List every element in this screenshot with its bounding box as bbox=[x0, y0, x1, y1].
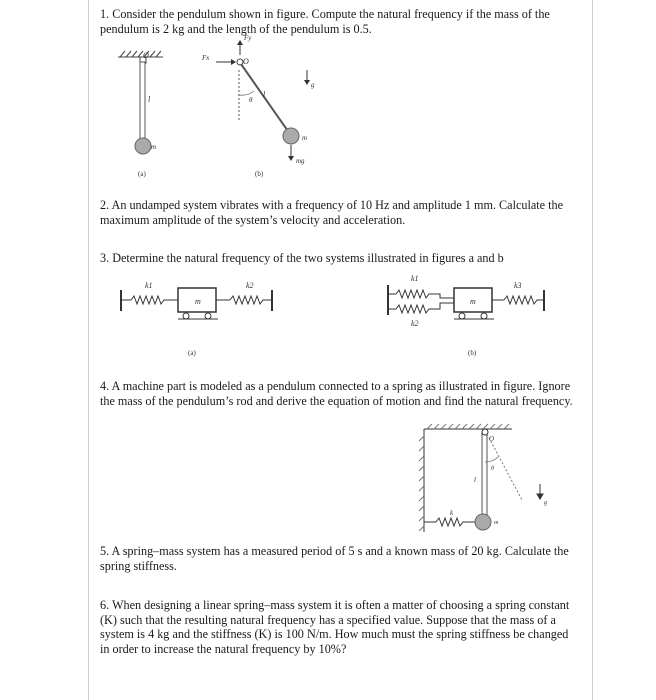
pivot-label-4: O bbox=[489, 435, 495, 443]
k2-label-a: k2 bbox=[246, 281, 254, 290]
pivot-label-a: O bbox=[143, 51, 149, 60]
figure-3b-label: (b) bbox=[468, 349, 477, 357]
rod-a bbox=[140, 62, 145, 140]
angle-label: θ bbox=[249, 96, 253, 104]
length-label-a: l bbox=[148, 95, 151, 104]
gravity-label-4: g bbox=[544, 500, 547, 506]
figure-1b-label: (b) bbox=[255, 170, 264, 178]
bob-a bbox=[135, 138, 151, 154]
ceiling-hatch-a bbox=[118, 51, 163, 57]
angle-arc bbox=[239, 91, 254, 95]
weight-label: mg bbox=[296, 157, 305, 165]
spring-label-4: k bbox=[450, 509, 454, 517]
question-6: 6. When designing a linear spring–mass system it is often a matter of choosing a spring constant (K) such that the resulting natural frequency has a specified value. Suppose that the mass of a system is 4 kg and the stiffness (K) is 100 N/m. How much must the spring stiffness be changed in order to increase the natural frequency by 10%? bbox=[100, 598, 570, 656]
mass-label-b: m bbox=[302, 134, 308, 142]
bob-b bbox=[283, 128, 299, 144]
question-5: 5. A spring–mass system has a measured period of 5 s and a known mass of 20 kg. Calculate the spring stiffness. bbox=[100, 544, 569, 573]
length-label-b: l bbox=[263, 90, 266, 99]
length-label-4: l bbox=[474, 476, 476, 484]
mass-label-a: m bbox=[151, 143, 157, 151]
spring-system-b bbox=[388, 285, 544, 319]
force-y-label: Fy bbox=[244, 34, 252, 42]
k3-label-b: k3 bbox=[514, 281, 522, 290]
k2-label-b: k2 bbox=[411, 319, 419, 328]
figure-3a-label: (a) bbox=[188, 349, 196, 357]
figure-1a-label: (a) bbox=[138, 170, 146, 178]
mass-label-3a: m bbox=[195, 297, 201, 306]
pivot-label-b: O bbox=[243, 57, 249, 66]
mass-label-3b: m bbox=[470, 297, 476, 306]
question-4: 4. A machine part is modeled as a pendulum connected to a spring as illustrated in figure. Ignore the mass of the pendulum’s rod and derive the equation of motion and find the natural frequency. bbox=[100, 379, 573, 408]
k1-label-b: k1 bbox=[411, 274, 419, 283]
angle-label-4: θ bbox=[491, 466, 494, 472]
mass-label-4: m bbox=[494, 520, 499, 526]
question-3: 3. Determine the natural frequency of the two systems illustrated in figures a and b bbox=[100, 251, 504, 265]
force-x-label: Fx bbox=[202, 54, 210, 62]
k1-label-a: k1 bbox=[145, 281, 153, 290]
pendulum-spring-figure bbox=[419, 424, 543, 532]
question-2: 2. An undamped system vibrates with a frequency of 10 Hz and amplitude 1 mm. Calculate the maximum amplitude of the system’s velocity and acceleration. bbox=[100, 198, 564, 227]
question-1: 1. Consider the pendulum shown in figure. Compute the natural frequency if the mass of the pendulum is 2 kg and the length of the pendulum is 0.5. bbox=[100, 7, 550, 36]
gravity-label: g bbox=[311, 81, 315, 89]
